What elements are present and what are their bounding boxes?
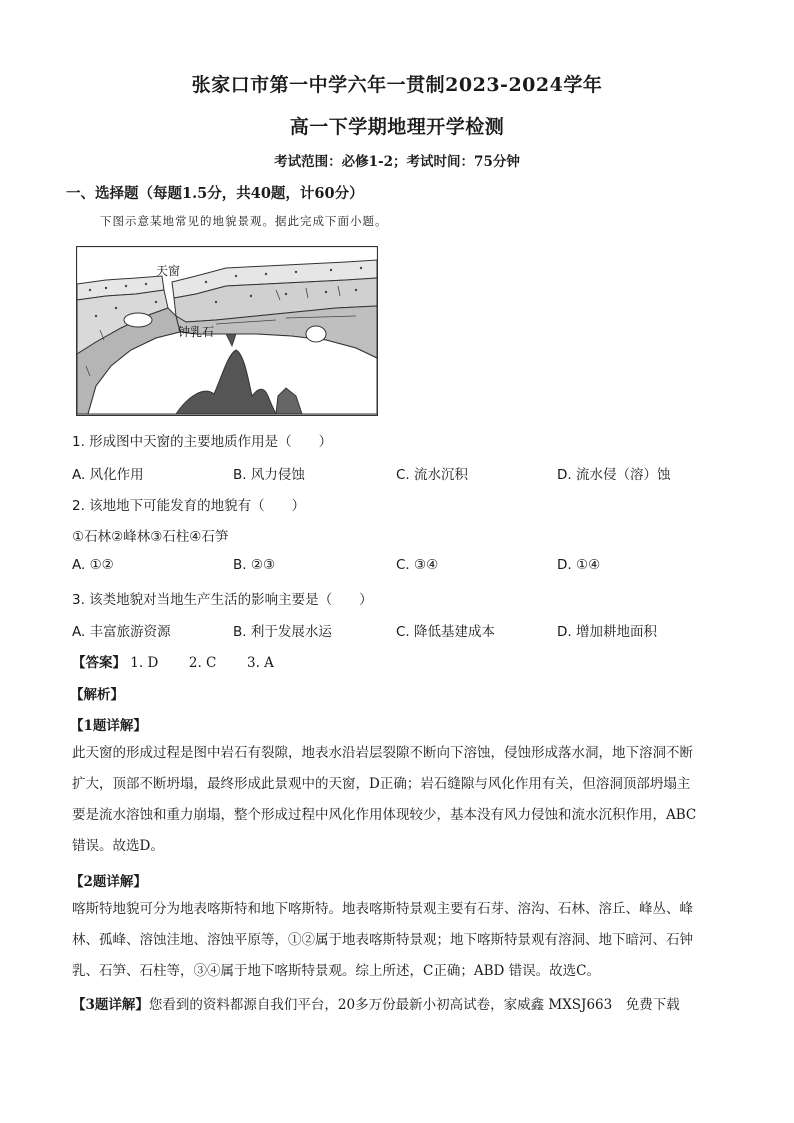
- karst-cave-diagram: [76, 246, 378, 416]
- q1-detail-line: 错误。故选D。: [72, 838, 164, 854]
- q2-detail-line: 林、孤峰、溶蚀洼地、溶蚀平原等，①②属于地表喀斯特景观；地下喀斯特景观有溶洞、地下暗河、石钟: [72, 932, 693, 948]
- question-2-items: ①石林②峰林③石柱④石笋: [72, 529, 229, 545]
- q3-option-a[interactable]: A. 丰富旅游资源: [72, 624, 171, 640]
- q2-detail-line: 喀斯特地貌可分为地表喀斯特和地下喀斯特。地表喀斯特景观主要有石芽、溶沟、石林、溶丘、峰丛、峰: [72, 901, 693, 917]
- q1-detail-line: 要是流水溶蚀和重力崩塌，整个形成过程中风化作用体现较少，基本没有风力侵蚀和流水沉积作用，ABC: [72, 807, 697, 823]
- q1-option-d[interactable]: D. 流水侵（溶）蚀: [557, 467, 671, 483]
- q2-detail-heading: 【2题详解】: [70, 874, 147, 890]
- q2-option-b[interactable]: B. ②③: [233, 557, 276, 573]
- karst-figure: [76, 246, 378, 416]
- exam-title-line1: 张家口市第一中学六年一贯制2023-2024学年: [191, 74, 603, 96]
- q1-detail-heading: 【1题详解】: [70, 718, 147, 734]
- answer-3: 3. A: [247, 655, 274, 671]
- q1-detail-text: [72, 738, 724, 862]
- q1-option-a[interactable]: A. 风化作用: [72, 467, 144, 483]
- label-stalactite: 钟乳石: [178, 325, 215, 339]
- q3-option-b[interactable]: B. 利于发展水运: [233, 624, 332, 640]
- q3-option-c[interactable]: C. 降低基建成本: [396, 624, 496, 640]
- q1-detail-line: 此天窗的形成过程是图中岩石有裂隙，地表水沿岩层裂隙不断向下溶蚀，侵蚀形成落水洞，地下溶洞不断: [72, 745, 693, 761]
- q2-detail-line: 乳、石笋、石柱等，③④属于地下喀斯特景观。综上所述，C正确；ABD 错误。故选C。: [72, 963, 600, 979]
- answer-label: 【答案】: [72, 655, 126, 671]
- label-skylight: 天窗: [156, 264, 181, 278]
- section-intro: 下图示意某地常见的地貌景观。据此完成下面小题。: [100, 214, 388, 228]
- analysis-label: 【解析】: [70, 687, 124, 703]
- answer-1: 1. D: [130, 655, 159, 671]
- question-3-stem: 3. 该类地貌对当地生产生活的影响主要是（ ）: [72, 592, 373, 608]
- q2-option-d[interactable]: D. ①④: [557, 557, 601, 573]
- q2-option-c[interactable]: C. ③④: [396, 557, 439, 573]
- q3-detail-text: 您看到的资料都源自我们平台，20多万份最新小初高试卷，家威鑫 MXSJ663 免费下载: [148, 997, 680, 1013]
- answer-2: 2. C: [188, 655, 217, 671]
- q2-option-a[interactable]: A. ①②: [72, 557, 114, 573]
- q2-detail-text: [72, 894, 724, 987]
- q1-option-c[interactable]: C. 流水沉积: [396, 467, 469, 483]
- answer-row: [72, 651, 274, 671]
- question-1-stem: 1. 形成图中天窗的主要地质作用是（ ）: [72, 434, 333, 450]
- q3-detail-row: [72, 993, 680, 1013]
- q1-option-b[interactable]: B. 风力侵蚀: [233, 467, 305, 483]
- question-2-stem: 2. 该地地下可能发育的地貌有（ ）: [72, 498, 306, 514]
- exam-info: 考试范围：必修1-2；考试时间：75分钟: [274, 154, 520, 170]
- q1-detail-line: 扩大，顶部不断坍塌，最终形成此景观中的天窗，D正确；岩石缝隙与风化作用有关，但溶洞顶部坍塌主: [72, 776, 691, 792]
- q3-option-d[interactable]: D. 增加耕地面积: [557, 624, 657, 640]
- exam-title-line2: 高一下学期地理开学检测: [289, 116, 505, 138]
- q3-detail-heading: 【3题详解】: [72, 997, 149, 1013]
- section-heading: 一、选择题（每题1.5分，共40题，计60分）: [66, 185, 364, 202]
